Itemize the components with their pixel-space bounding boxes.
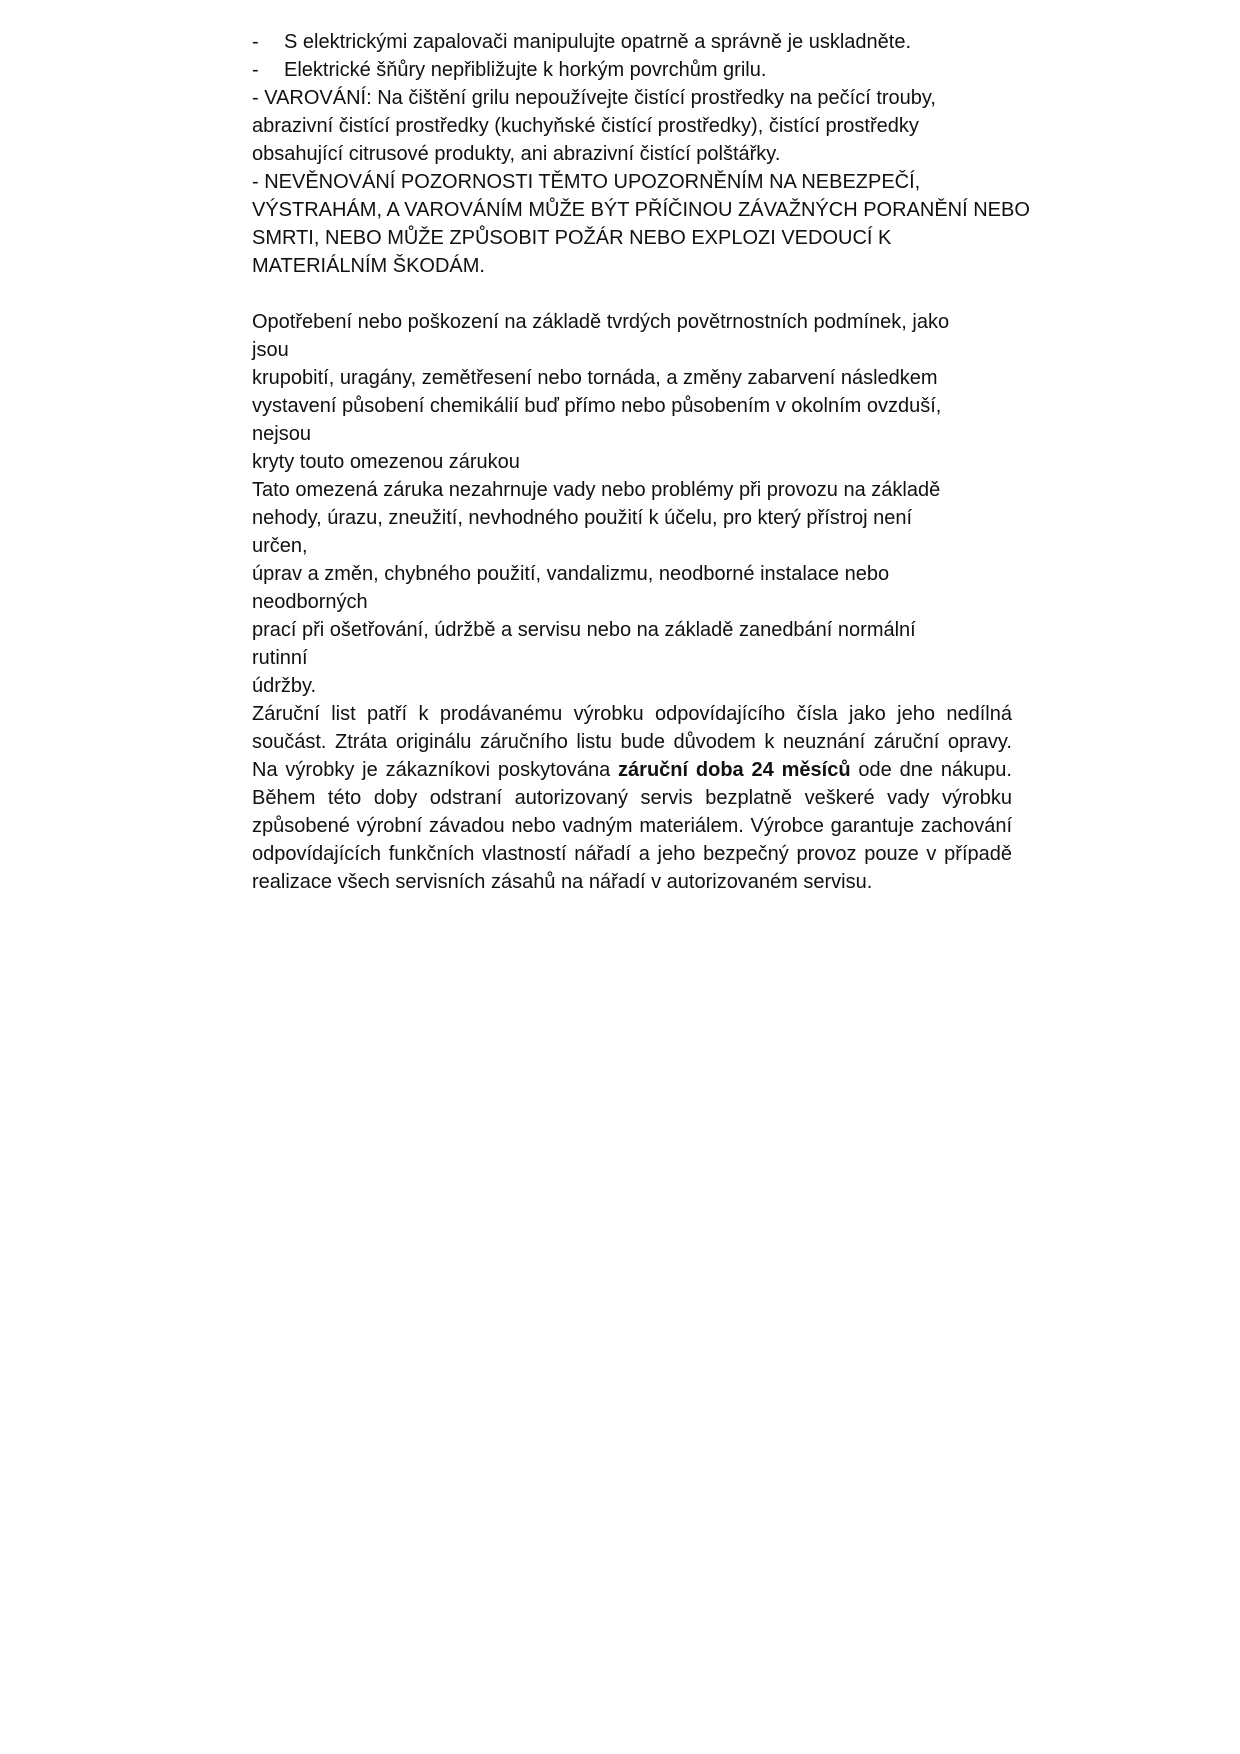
warning-line: MATERIÁLNÍM ŠKODÁM.	[252, 255, 485, 277]
wear-line: Tato omezená záruka nezahrnuje vady nebo problémy při provozu na základě	[252, 479, 941, 501]
bullet-item	[252, 28, 1012, 56]
warranty-text-end: ode dne nákupu. Během této doby odstraní autorizovaný servis bezplatně veškeré vady výrobku způsobené výrobní závadou nebo vadným materiálem. Výrobce garantuje zachování odpovídajících funkčních vlastností nářadí a jeho bezpečný provoz pouze v případě realizace všech servisních zásahů na nářadí v autorizovaném servisu.	[252, 759, 1012, 893]
bullet-text: Elektrické šňůry nepřibližujte k horkým povrchům grilu.	[284, 59, 767, 81]
wear-line: určen,	[252, 535, 308, 557]
warranty-paragraph	[252, 700, 1012, 896]
wear-block	[252, 308, 1012, 700]
warning-line: - VAROVÁNÍ: Na čištění grilu nepoužívejte čistící prostředky na pečící trouby,	[252, 87, 936, 109]
warning-line: - NEVĚNOVÁNÍ POZORNOSTI TĚMTO UPOZORNĚNÍM NA NEBEZPEČÍ,	[252, 171, 921, 193]
bullet-list	[252, 28, 1012, 84]
warning-line: obsahující citrusové produkty, ani abrazivní čistící polštářky.	[252, 143, 781, 165]
warranty-period-bold: záruční doba 24 měsíců	[618, 759, 851, 781]
bullet-item	[252, 56, 1012, 84]
wear-line: kryty touto omezenou zárukou	[252, 451, 520, 473]
bullet-dash: -	[252, 31, 259, 53]
warning-block	[252, 84, 1030, 280]
wear-line: prací při ošetřování, údržbě a servisu nebo na základě zanedbání normální	[252, 619, 916, 641]
wear-line: Opotřebení nebo poškození na základě tvrdých povětrnostních podmínek, jako	[252, 311, 950, 333]
wear-line: nejsou	[252, 423, 311, 445]
warning-line: VÝSTRAHÁM, A VAROVÁNÍM MŮŽE BÝT PŘÍČINOU ZÁVAŽNÝCH PORANĚNÍ NEBO	[252, 199, 1030, 221]
warning-line: SMRTI, NEBO MŮŽE ZPŮSOBIT POŽÁR NEBO EXPLOZI VEDOUCÍ K	[252, 227, 892, 249]
bullet-text: S elektrickými zapalovači manipulujte opatrně a správně je uskladněte.	[284, 31, 912, 53]
warning-line: abrazivní čistící prostředky (kuchyňské čistící prostředky), čistící prostředky	[252, 115, 919, 137]
wear-line: vystavení působení chemikálií buď přímo nebo působením v okolním ovzduší,	[252, 395, 942, 417]
wear-line: rutinní	[252, 647, 308, 669]
bullet-dash: -	[252, 59, 259, 81]
wear-line: úprav a změn, chybného použití, vandalizmu, neodborné instalace nebo	[252, 563, 890, 585]
wear-line: nehody, úrazu, zneužití, nevhodného použití k účelu, pro který přístroj není	[252, 507, 913, 529]
wear-line: jsou	[252, 339, 289, 361]
wear-line: údržby.	[252, 675, 317, 697]
wear-line: neodborných	[252, 591, 368, 613]
wear-line: krupobití, uragány, zemětřesení nebo tornáda, a změny zabarvení následkem	[252, 367, 938, 389]
paragraph-spacer	[252, 280, 1012, 308]
warranty-text-start: Záruční list patří k prodávanému výrobku odpovídajícího čísla jako jeho nedílná součást. Ztráta originálu záručního listu bude důvodem k neuznání záruční opravy. Na výrobky je zákazníkovi poskytována	[252, 703, 1012, 781]
document-page	[252, 28, 1030, 896]
